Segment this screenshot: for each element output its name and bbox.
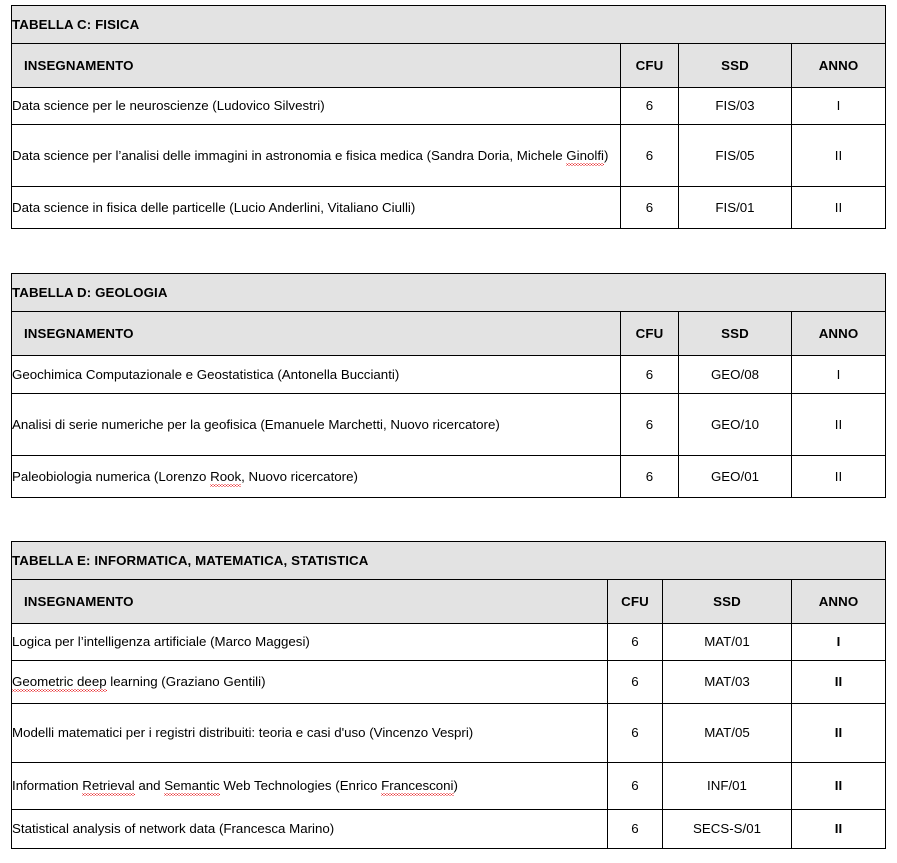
column-header-insegnamento: INSEGNAMENTO [12, 580, 608, 624]
table-header-row [12, 44, 886, 88]
table-row [12, 624, 886, 661]
cell-insegnamento: Paleobiologia numerica (Lorenzo Rook, Nuovo ricercatore) [12, 456, 621, 498]
spellcheck-underline: Retrieval [82, 778, 135, 794]
table-title-row [12, 6, 886, 44]
cell-anno: I [792, 356, 886, 394]
table-row [12, 187, 886, 229]
column-header-cfu: CFU [608, 580, 663, 624]
cell-anno: II [792, 187, 886, 229]
table-block-tabella-e [11, 541, 886, 849]
table-row [12, 763, 886, 810]
column-header-anno: ANNO [792, 312, 886, 356]
spellcheck-underline: Francesconi [381, 778, 454, 794]
spellcheck-underline: Geometric deep [12, 674, 107, 690]
spellcheck-underline: Semantic [164, 778, 220, 794]
cell-insegnamento: Data science per le neuroscienze (Ludovico Silvestri) [12, 88, 621, 125]
cell-anno: II [792, 394, 886, 456]
cell-cfu: 6 [621, 187, 679, 229]
cell-cfu: 6 [608, 810, 663, 849]
column-header-ssd: SSD [679, 312, 792, 356]
column-header-anno: ANNO [792, 44, 886, 88]
cell-cfu: 6 [608, 704, 663, 763]
cell-ssd: SECS-S/01 [663, 810, 792, 849]
cell-ssd: INF/01 [663, 763, 792, 810]
column-header-ssd: SSD [663, 580, 792, 624]
cell-ssd: GEO/01 [679, 456, 792, 498]
column-header-anno: ANNO [792, 580, 886, 624]
cell-anno: II [792, 810, 886, 849]
cell-ssd: MAT/03 [663, 661, 792, 704]
table-row [12, 704, 886, 763]
table-title: TABELLA D: GEOLOGIA [12, 274, 886, 312]
column-header-cfu: CFU [621, 312, 679, 356]
cell-insegnamento: Data science per l’analisi delle immagini in astronomia e fisica medica (Sandra Doria, Michele Ginolfi) [12, 125, 621, 187]
cell-ssd: GEO/08 [679, 356, 792, 394]
table-header-row [12, 580, 886, 624]
cell-ssd: FIS/03 [679, 88, 792, 125]
cell-cfu: 6 [608, 763, 663, 810]
table-title-row [12, 542, 886, 580]
table-row [12, 394, 886, 456]
table-title-row [12, 274, 886, 312]
cell-cfu: 6 [621, 125, 679, 187]
table-block-tabella-d [11, 273, 886, 498]
cell-ssd: MAT/01 [663, 624, 792, 661]
cell-cfu: 6 [608, 624, 663, 661]
table-row [12, 810, 886, 849]
cell-cfu: 6 [608, 661, 663, 704]
cell-cfu: 6 [621, 394, 679, 456]
column-header-insegnamento: INSEGNAMENTO [12, 312, 621, 356]
cell-anno: II [792, 125, 886, 187]
table-title: TABELLA C: FISICA [12, 6, 886, 44]
column-header-ssd: SSD [679, 44, 792, 88]
cell-anno: I [792, 88, 886, 125]
spellcheck-underline: Rook [210, 468, 242, 484]
cell-ssd: FIS/01 [679, 187, 792, 229]
cell-anno: II [792, 456, 886, 498]
cell-ssd: FIS/05 [679, 125, 792, 187]
table-tabella-e [11, 541, 886, 849]
cell-anno: I [792, 624, 886, 661]
table-tabella-c [11, 5, 886, 229]
cell-cfu: 6 [621, 88, 679, 125]
cell-anno: II [792, 763, 886, 810]
table-row [12, 88, 886, 125]
table-header-row [12, 312, 886, 356]
cell-cfu: 6 [621, 356, 679, 394]
table-row [12, 661, 886, 704]
table-row [12, 125, 886, 187]
table-tabella-d [11, 273, 886, 498]
cell-cfu: 6 [621, 456, 679, 498]
cell-insegnamento: Geochimica Computazionale e Geostatistica (Antonella Buccianti) [12, 356, 621, 394]
cell-insegnamento: Modelli matematici per i registri distribuiti: teoria e casi d'uso (Vincenzo Vespri) [12, 704, 608, 763]
table-row [12, 456, 886, 498]
column-header-insegnamento: INSEGNAMENTO [12, 44, 621, 88]
cell-anno: II [792, 704, 886, 763]
table-title: TABELLA E: INFORMATICA, MATEMATICA, STATISTICA [12, 542, 886, 580]
cell-insegnamento: Analisi di serie numeriche per la geofisica (Emanuele Marchetti, Nuovo ricercatore) [12, 394, 621, 456]
cell-insegnamento: Logica per l’intelligenza artificiale (Marco Maggesi) [12, 624, 608, 661]
cell-insegnamento: Data science in fisica delle particelle (Lucio Anderlini, Vitaliano Ciulli) [12, 187, 621, 229]
cell-insegnamento: Information Retrieval and Semantic Web Technologies (Enrico Francesconi) [12, 763, 608, 810]
cell-insegnamento: Statistical analysis of network data (Francesca Marino) [12, 810, 608, 849]
cell-ssd: MAT/05 [663, 704, 792, 763]
table-row [12, 356, 886, 394]
table-block-tabella-c [11, 5, 886, 229]
cell-anno: II [792, 661, 886, 704]
cell-ssd: GEO/10 [679, 394, 792, 456]
spellcheck-underline: Ginolfi [566, 147, 604, 163]
cell-insegnamento: Geometric deep learning (Graziano Gentili) [12, 661, 608, 704]
column-header-cfu: CFU [621, 44, 679, 88]
